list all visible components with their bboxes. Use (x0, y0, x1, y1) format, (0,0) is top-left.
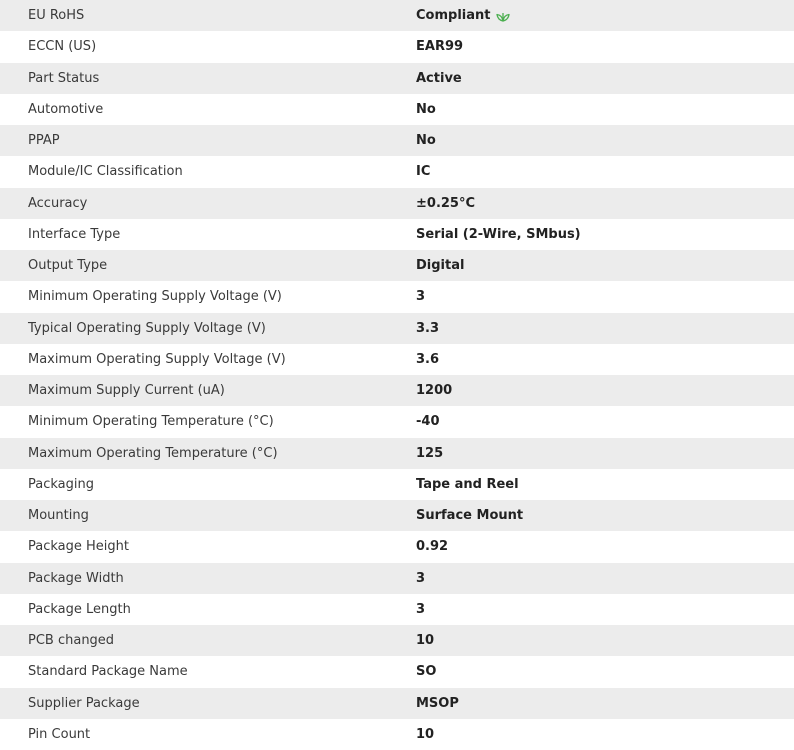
spec-row (0, 563, 794, 594)
spec-value: 0.92 (416, 531, 794, 562)
spec-row (0, 688, 794, 719)
spec-row (0, 438, 794, 469)
spec-label: ECCN (US) (0, 31, 416, 62)
spec-row (0, 313, 794, 344)
spec-label: Typical Operating Supply Voltage (V) (0, 313, 416, 344)
spec-row (0, 531, 794, 562)
spec-label: Maximum Operating Temperature (°C) (0, 438, 416, 469)
spec-value: 10 (416, 719, 794, 750)
spec-value: 3.6 (416, 344, 794, 375)
spec-label: Package Height (0, 531, 416, 562)
spec-label: Pin Count (0, 719, 416, 750)
spec-value: EAR99 (416, 31, 794, 62)
spec-label: Automotive (0, 94, 416, 125)
spec-row (0, 63, 794, 94)
spec-label: Maximum Operating Supply Voltage (V) (0, 344, 416, 375)
spec-row (0, 656, 794, 687)
spec-row (0, 375, 794, 406)
spec-label: Packaging (0, 469, 416, 500)
spec-value: 125 (416, 438, 794, 469)
spec-label: Output Type (0, 250, 416, 281)
spec-label: Module/IC Classification (0, 156, 416, 187)
spec-label: Accuracy (0, 188, 416, 219)
spec-row (0, 0, 794, 31)
spec-value: SO (416, 656, 794, 687)
spec-row (0, 125, 794, 156)
spec-value: 3 (416, 281, 794, 312)
spec-row (0, 719, 794, 750)
spec-row (0, 188, 794, 219)
spec-value: 3 (416, 594, 794, 625)
spec-value: 3 (416, 563, 794, 594)
spec-label: EU RoHS (0, 0, 416, 31)
spec-label: Interface Type (0, 219, 416, 250)
spec-value: 10 (416, 625, 794, 656)
spec-row (0, 344, 794, 375)
spec-value: Serial (2-Wire, SMbus) (416, 219, 794, 250)
leaf-icon (496, 10, 510, 22)
spec-value: MSOP (416, 688, 794, 719)
spec-label: Mounting (0, 500, 416, 531)
spec-label: PPAP (0, 125, 416, 156)
spec-row (0, 250, 794, 281)
spec-label: Standard Package Name (0, 656, 416, 687)
spec-row (0, 625, 794, 656)
spec-label: Maximum Supply Current (uA) (0, 375, 416, 406)
spec-value: 1200 (416, 375, 794, 406)
spec-label: Minimum Operating Supply Voltage (V) (0, 281, 416, 312)
spec-value: 3.3 (416, 313, 794, 344)
spec-row (0, 156, 794, 187)
spec-value: Surface Mount (416, 500, 794, 531)
spec-label: Part Status (0, 63, 416, 94)
spec-value: No (416, 125, 794, 156)
spec-row (0, 406, 794, 437)
spec-value: IC (416, 156, 794, 187)
spec-row (0, 500, 794, 531)
spec-label: Minimum Operating Temperature (°C) (0, 406, 416, 437)
spec-row (0, 31, 794, 62)
spec-value: ±0.25°C (416, 188, 794, 219)
spec-label: Supplier Package (0, 688, 416, 719)
spec-value: No (416, 94, 794, 125)
spec-label: PCB changed (0, 625, 416, 656)
spec-row (0, 594, 794, 625)
spec-row (0, 219, 794, 250)
spec-value: -40 (416, 406, 794, 437)
spec-value: Active (416, 63, 794, 94)
spec-row (0, 281, 794, 312)
spec-row (0, 94, 794, 125)
spec-label: Package Length (0, 594, 416, 625)
spec-row (0, 469, 794, 500)
spec-label: Package Width (0, 563, 416, 594)
spec-value: Compliant (416, 8, 491, 24)
spec-value: Digital (416, 250, 794, 281)
spec-value: Tape and Reel (416, 469, 794, 500)
spec-value-cell (416, 0, 794, 31)
